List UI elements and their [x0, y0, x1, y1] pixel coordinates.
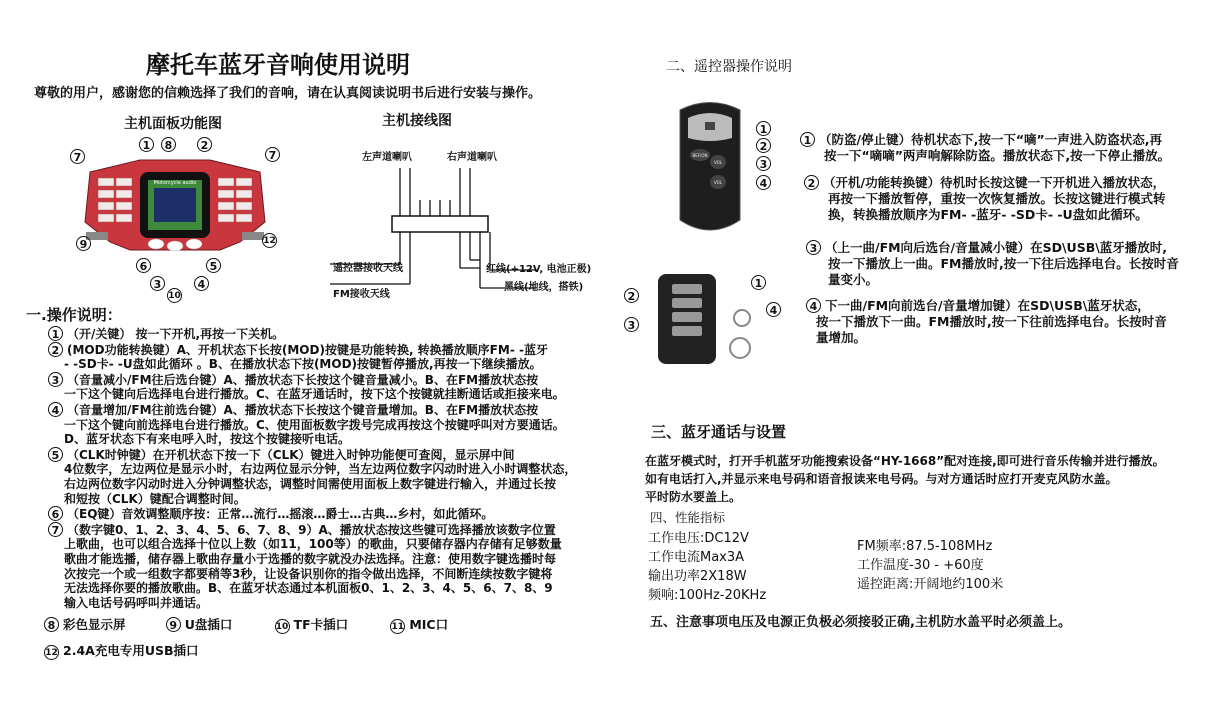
ops-line	[48, 506, 608, 522]
ops-text: 输入电话号码呼叫并通话。	[64, 595, 209, 610]
ops-text: 歌曲才能选播，储存器上歌曲存量小于选播的数字就没办法选择。注意：使用数字键选播时每	[64, 551, 557, 566]
notes: 五、注意事项电压及电源正负极必须接驳正确,主机防水盖平时必须盖上。	[650, 615, 1071, 630]
ops-line	[48, 477, 608, 492]
ops-line	[48, 357, 608, 372]
part-label: 2.4A充电专用USB插口	[63, 643, 199, 658]
ops-text: 右边两位数字闪动时进入分钟调整状态，调整时间需使用面板上数字键进行输入，并通过长按	[64, 476, 557, 491]
part-num: 12	[44, 645, 59, 660]
ops-num: 4	[48, 402, 63, 417]
perf-item: 工作电压:DC12V	[648, 531, 749, 546]
perf-item: 工作电流Max3A	[648, 550, 745, 565]
ops-line	[48, 567, 608, 582]
ops-heading: 一.操作说明：	[26, 306, 122, 324]
part-num: 8	[44, 617, 59, 632]
wiring-lines	[330, 140, 590, 300]
ops-text: （数字键0、1、2、3、4、5、6、7、8、9）A、播放状态按这些键可选择播放该数字位置	[67, 522, 556, 537]
ops-line	[48, 552, 608, 567]
callout-5: 5	[206, 258, 221, 273]
perf-item: 工作温度-30 - +60度	[857, 558, 984, 573]
ops-num: 2	[48, 342, 63, 357]
part-num: 9	[166, 617, 181, 632]
ops-line	[48, 492, 608, 507]
remote2-callout-3: 3	[624, 317, 639, 332]
callout-8: 8	[161, 137, 176, 152]
perf-left	[648, 529, 766, 605]
ops-text: 次按完一个或一组数字都要稍等3秒，让设备识别你的指令做出选择，不间断连续按数字键将	[64, 566, 553, 581]
ops-text: （EQ键）音效调整顺序按：正常…流行…摇滚…爵士…古典…乡村，如此循环。	[67, 507, 494, 522]
remote-key-4-label: VOL	[713, 180, 723, 185]
bt-line: 在蓝牙模式时，打开手机蓝牙功能搜索设备“HY-1668”配对连接,即可进行音乐传输并进行播放。	[645, 454, 1165, 468]
callout-7-right: 7	[265, 147, 280, 162]
ops-line	[48, 432, 608, 447]
bt-line: 如有电话打入,并显示来电号码和语音报读来电号码。与对方通话时应打开麦克风防水盖。	[645, 472, 1118, 486]
bt-line: 平时防水要盖上。	[645, 490, 742, 504]
callout-6: 6	[136, 258, 151, 273]
part-num: 10	[275, 619, 290, 634]
ops-list	[48, 326, 608, 610]
panel-title: 主机面板功能图	[124, 116, 222, 132]
remote-line: （上一曲/FM向后选台/音量减小键）在SD\USB\蓝牙播放时,	[825, 240, 1168, 255]
ops-line	[48, 402, 608, 418]
ops-line	[48, 418, 608, 433]
callout-3: 3	[150, 276, 165, 291]
part-label: MIC口	[409, 617, 449, 632]
remote-item-4	[806, 298, 1167, 346]
wire-fm-antenna: FM接收天线	[333, 289, 390, 300]
ops-num: 3	[48, 372, 63, 387]
remote-fob-illustration	[670, 100, 750, 240]
callout-2: 2	[197, 137, 212, 152]
ops-text: （开/关键） 按一下开机,再按一下关机。	[67, 327, 285, 341]
callout-9: 9	[76, 236, 91, 251]
part-num: 11	[390, 619, 405, 634]
remote-line: 按一下播放上一曲。FM播放时,按一下往后选择电台。长按时音	[828, 256, 1179, 271]
remote-line: 按一下“嘀嘀”两声响解除防盗。播放状态下,按一下停止播放。	[824, 148, 1171, 163]
wire-black: 黑线(地线，搭铁)	[504, 282, 584, 293]
perf-item: 输出功率2X18W	[648, 569, 747, 584]
remote-line: 按一下播放下一曲。FM播放时,按一下往前选择电台。长按时音	[816, 314, 1167, 329]
ops-line	[48, 596, 608, 611]
callout-12: 12	[262, 233, 277, 248]
remote-line: 量增加。	[816, 330, 867, 345]
ops-line	[48, 537, 608, 552]
remote-line: 换，转换播放顺序为FM- -蓝牙- -SD卡- -U盘如此循环。	[828, 207, 1148, 222]
ops-line	[48, 342, 608, 358]
ops-text: - -SD卡- -U盘如此循环 。B、在播放状态下按(MOD)按键暂停播放,再按一下继续播放。	[64, 357, 542, 372]
remote-item-3	[806, 240, 1179, 288]
bt-heading: 三、蓝牙通话与设置	[651, 423, 787, 441]
remote-num: 1	[800, 132, 815, 147]
remote-callout-4: 4	[756, 175, 771, 190]
part-label: U盘插口	[184, 617, 233, 632]
remote-line: 再按一下播放暂停，重按一次恢复播放。长按这键进行模式转	[828, 191, 1166, 206]
remote-fob	[670, 100, 750, 240]
remote-line: 量变小。	[828, 272, 879, 287]
ops-num: 7	[48, 522, 63, 537]
wire-left-speaker: 左声道喇叭	[362, 152, 412, 163]
perf-item: 遥控距离:开阔地约100米	[857, 577, 1004, 592]
perf-heading: 四、性能指标	[650, 510, 726, 525]
wire-red: 红线(+12V, 电池正极)	[486, 264, 592, 275]
page-title: 摩托车蓝牙音响使用说明	[146, 51, 410, 79]
ops-num: 1	[48, 326, 63, 341]
ops-text: （音量增加/FM往前选台键）A、播放状态下长按这个键音量增加。B、在FM播放状态按	[67, 402, 539, 417]
ops-text: D、蓝牙状态下有来电呼入时，按这个按键接听电话。	[64, 432, 350, 447]
panel-diagram	[70, 132, 280, 302]
parts-row-1	[44, 614, 448, 634]
remote-callout-3: 3	[756, 156, 771, 171]
screen-caption: Motorcycle audio	[153, 180, 197, 186]
ops-text: （CLK时钟键）在开机状态下按一下（CLK）键进入时钟功能便可查阅，显示屏中间	[67, 447, 515, 462]
remote2-callout-4: 4	[766, 302, 781, 317]
ops-line	[48, 581, 608, 596]
ops-line	[48, 447, 608, 463]
ops-num: 6	[48, 506, 63, 521]
remote-line: 下一曲/FM向前选台/音量增加键）在SD\USB\蓝牙状态，	[825, 298, 1150, 313]
remote2-callout-1: 1	[751, 275, 766, 290]
ops-text: (MOD功能转换键）A、开机状态下长按(MOD)按键是功能转换, 转换播放顺序FM- -蓝牙	[67, 342, 548, 357]
part-label: TF卡插口	[293, 617, 349, 632]
callout-10: 10	[167, 288, 182, 303]
ops-text: 一下这个键向后选择电台进行播放。C、在蓝牙通话时，按下这个按键就挂断通话或拒接来电。	[64, 387, 565, 402]
wiring-title: 主机接线图	[382, 113, 452, 129]
perf-item: FM频率:87.5-108MHz	[857, 539, 993, 554]
ops-text: 和短按（CLK）键配合调整时间。	[64, 491, 246, 506]
remote-item-2	[804, 175, 1166, 223]
ops-line	[48, 462, 608, 477]
wire-right-speaker: 右声道喇叭	[447, 152, 497, 163]
parts-row-2	[44, 640, 199, 660]
perf-item: 频响:100Hz-20KHz	[648, 588, 767, 603]
remote2-callout-2: 2	[624, 288, 639, 303]
ops-line	[48, 522, 608, 538]
callout-4: 4	[194, 276, 209, 291]
remote-callout-1: 1	[756, 121, 771, 136]
ops-text: 4位数字，左边两位是显示小时，右边两位显示分钟，当左边两位数字闪动时进入小时调整状态，	[64, 462, 577, 477]
remote-line: （防盗/停止键）待机状态下,按一下“嘀”一声进入防盗状态,再	[819, 132, 1162, 147]
bt-body	[645, 452, 1165, 506]
ops-line	[48, 326, 608, 342]
remote-num: 4	[806, 298, 821, 313]
remote-key-3-label: VOL	[713, 160, 723, 165]
ops-line	[48, 372, 608, 388]
perf-right	[857, 537, 1003, 594]
remote-num: 3	[806, 240, 821, 255]
remote-callout-2: 2	[756, 138, 771, 153]
callout-1: 1	[139, 137, 154, 152]
wiring-diagram	[330, 140, 590, 300]
remote-line: （开机/功能转换键）待机时长按这键一下开机进入播放状态，	[823, 175, 1166, 190]
panel-illustration	[70, 132, 280, 302]
remote-item-1	[800, 132, 1170, 164]
remote-num: 2	[804, 175, 819, 190]
intro-text: 尊敬的用户，感谢您的信赖选择了我们的音响，请在认真阅读说明书后进行安装与操作。	[34, 86, 542, 101]
ops-line	[48, 387, 608, 402]
ops-text: 上歌曲，也可以组合选择十位以上数（如11，100等）的歌曲，只要储存器内存储有足够数量	[64, 537, 562, 552]
remote-key-2-label: BEF/ON	[692, 153, 708, 158]
ops-text: 一下这个键向前选择电台进行播放。C、使用面板数字拨号完成再按这个按键呼叫对方要通话。	[64, 417, 565, 432]
callout-7-left: 7	[70, 149, 85, 164]
ops-text: （音量减小/FM往后选台键）A、播放状态下长按这个键音量减小。B、在FM播放状态按	[67, 372, 539, 387]
ops-num: 5	[48, 447, 63, 462]
part-label: 彩色显示屏	[63, 617, 126, 632]
wire-remote-antenna: 遥控器接收天线	[333, 263, 403, 274]
remote-heading: 二、遥控器操作说明	[666, 59, 792, 75]
ops-text: 无法选择你要的播放歌曲。B、在蓝牙状态通过本机面板0、1、2、3、4、5、6、7、8、9	[64, 581, 553, 596]
